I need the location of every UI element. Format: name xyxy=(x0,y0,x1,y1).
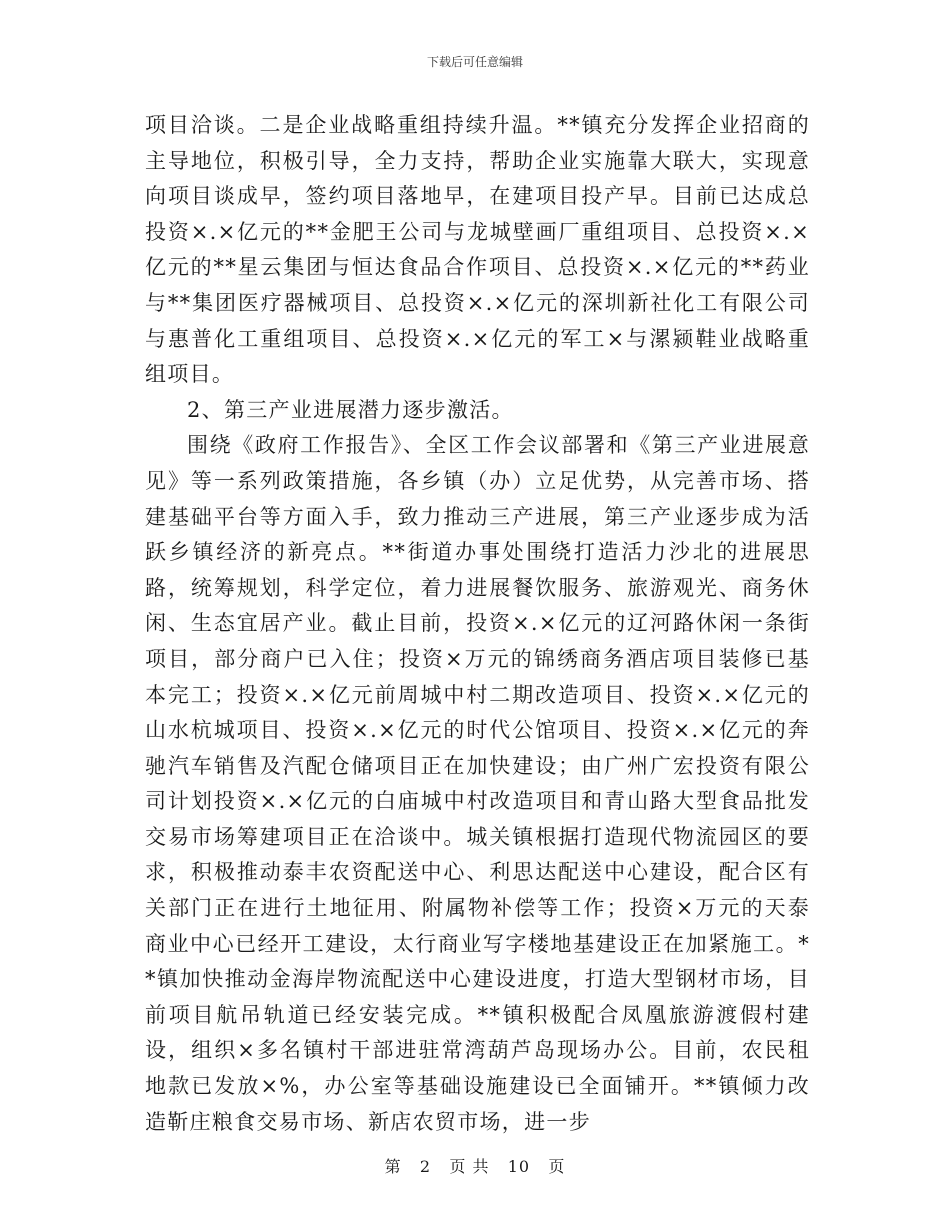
footer-total-pages: 10 xyxy=(507,1157,531,1176)
section-heading-tertiary-industry: 2、第三产业进展潜力逐步激活。 xyxy=(187,397,514,422)
footer-middle: 页 共 xyxy=(449,1157,490,1176)
footer-current-page: 2 xyxy=(419,1157,432,1176)
page-header-note: 下载后可任意编辑 xyxy=(426,55,523,69)
paragraph-enterprise-restructuring: 项目洽谈。二是企业战略重组持续升温。**镇充分发挥企业招商的主导地位，积极引导，全力支持，帮助企业实施靠大联大，实现意向项目谈成早，签约项目落地早，在建项目投产早。目前已达成总投资×.×亿元的**金肥王公司与龙城壁画厂重组项目、总投资×.×亿元的**星云集团与恒达食品合作项目、总投资×.×亿元的**药业与**集团医疗器械项目、总投资×.×亿元的深圳新社化工有限公司与惠普化工重组项目、总投资×.×亿元的军工×与漯颍鞋业战略重组项目。 xyxy=(145,113,810,387)
page-footer xyxy=(0,1157,950,1177)
document-body xyxy=(145,108,810,1140)
footer-suffix: 页 xyxy=(548,1157,566,1176)
footer-prefix: 第 xyxy=(384,1157,402,1176)
paragraph-tertiary-industry: 围绕《政府工作报告》、全区工作会议部署和《第三产业进展意见》等一系列政策措施，各乡镇（办）立足优势，从完善市场、搭建基础平台等方面入手，致力推动三产进展，第三产业逐步成为活跃乡镇经济的新亮点。**街道办事处围绕打造活力沙北的进展思路，统筹规划，科学定位，着力进展餐饮服务、旅游观光、商务休闲、生态宜居产业。截止目前，投资×.×亿元的辽河路休闲一条街项目，部分商户已入住；投资×万元的锦绣商务酒店项目装修已基本完工；投资×.×亿元前周城中村二期改造项目、投资×.×亿元的山水杭城项目、投资×.×亿元的时代公馆项目、投资×.×亿元的奔驰汽车销售及汽配仓储项目正在加快建设；由广州广宏投资有限公司计划投资×.×亿元的白庙城中村改造项目和青山路大型食品批发交易市场筹建项目正在洽谈中。城关镇根据打造现代物流园区的要求，积极推动泰丰农资配送中心、利思达配送中心建设，配合区有关部门正在进行土地征用、附属物补偿等工作；投资×万元的天泰商业中心已经开工建设，太行商业写字楼地基建设正在加紧施工。**镇加快推动金海岸物流配送中心建设进度，打造大型钢材市场，目前项目航吊轨道已经安装完成。**镇积极配合凤凰旅游渡假村建设，组织×多名镇村干部进驻常湾葫芦岛现场办公。目前，农民租地款已发放×%，办公室等基础设施建设已全面铺开。**镇倾力改造靳庄粮食交易市场、新店农贸市场，进一步 xyxy=(145,433,810,1134)
